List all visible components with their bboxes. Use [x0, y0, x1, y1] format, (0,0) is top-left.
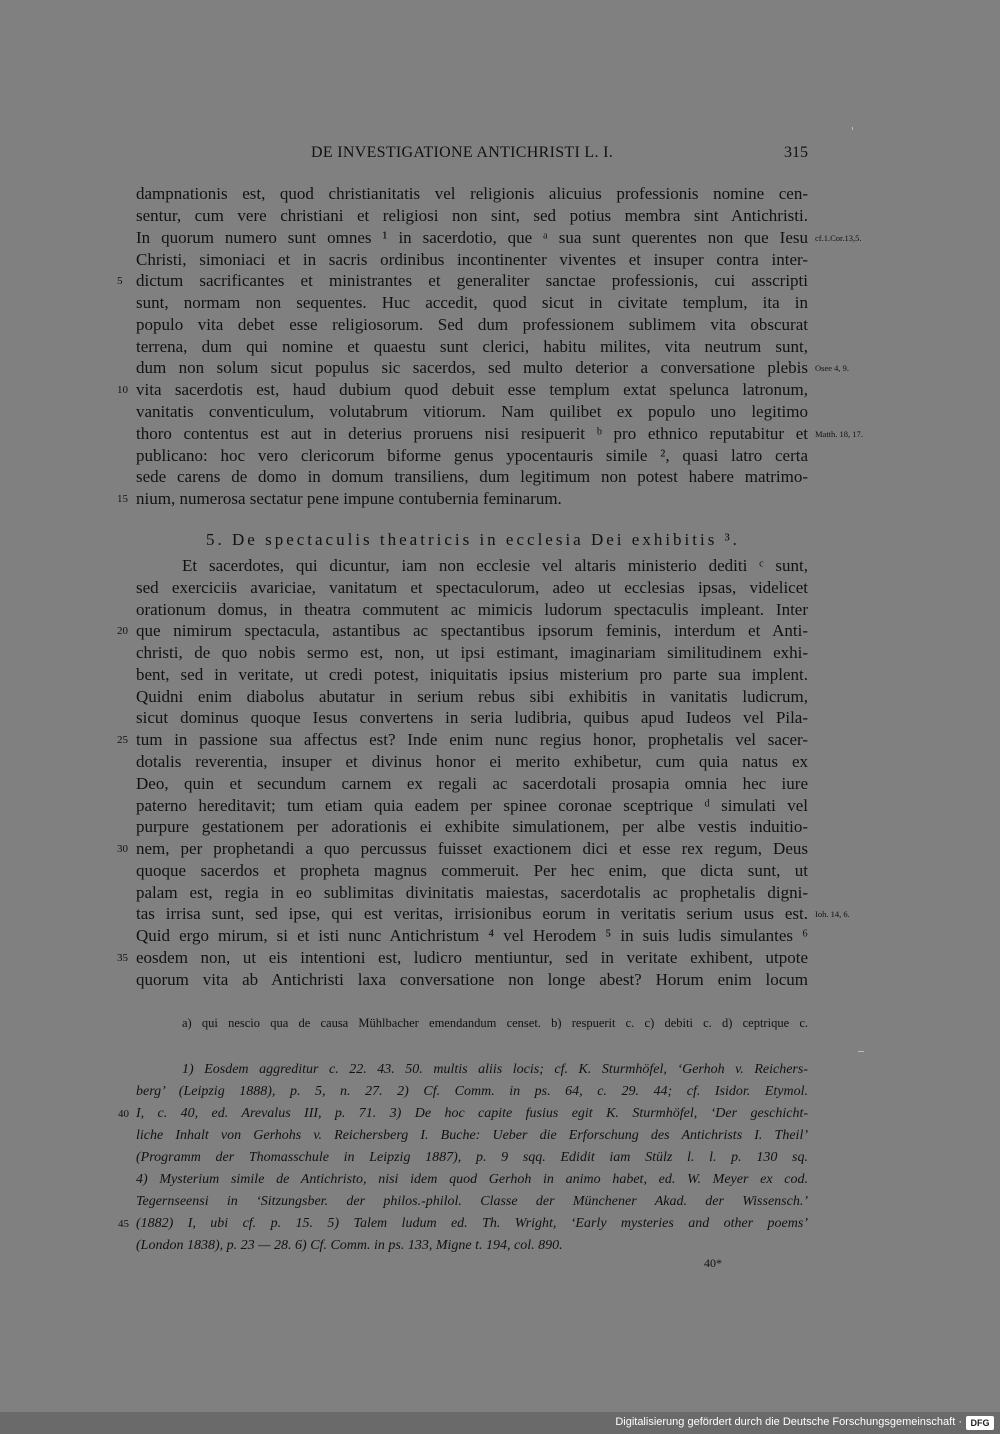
- section-line: quorum vita ab Antichristi laxa conversatione non longe abest? Horum enim locum: [136, 970, 808, 989]
- body-line: sede carens de domo in domum transiliens, dum legitimum non potest habere matrimo-: [136, 467, 808, 486]
- footnote-line: (Programm der Thomasschule in Leipzig 1887), p. 9 sqq. Edidit iam Stülz l. l. p. 130 sq.: [136, 1150, 808, 1165]
- section-line: sicut dominus quoque Iesus convertens in seria ludibria, quibus apud Iudeos vel Pila-: [136, 708, 808, 727]
- section-line: orationum domus, in theatra commutent ac mimicis ludorum spectaculis impleant. Inter: [136, 600, 808, 619]
- footnote-line: 1) Eosdem aggreditur c. 22. 43. 50. multis aliis locis; cf. K. Sturmhöfel, ‘Gerhoh v. Reichers-: [182, 1062, 808, 1077]
- margin-reference: Osee 4, 9.: [815, 363, 849, 373]
- line-number: 10: [117, 384, 128, 396]
- body-line: publicano: hoc vero clericorum biforme genus ypocentauris simile ², quasi latro certa: [136, 446, 808, 465]
- footnote-line: 4) Mysterium simile de Antichristo, nisi idem quod Gerhoh in animo habet, ed. W. Meyer ex cod.: [136, 1172, 808, 1187]
- scan-mark: [852, 127, 853, 130]
- body-line: dampnationis est, quod christianitatis vel religionis alicuius professionis nomine cen-: [136, 184, 808, 203]
- dfg-logo[interactable]: DFG: [966, 1416, 994, 1430]
- line-number: 25: [117, 734, 128, 746]
- footer-credit: Digitalisierung gefördert durch die Deutsche Forschungsgemeinschaft ·: [615, 1416, 962, 1428]
- footnote-line-number: 45: [118, 1218, 129, 1230]
- scan-mark: [858, 1051, 864, 1052]
- body-line: thoro contentus est aut in deterius proruens nisi resipuerit ᵇ pro ethnico reputabitur et: [136, 424, 808, 443]
- footnote-line: (London 1838), p. 23 — 28. 6) Cf. Comm. in ps. 133, Migne t. 194, col. 890.: [136, 1238, 563, 1253]
- footnote-line: berg’ (Leipzig 1888), p. 5, n. 27. 2) Cf. Comm. in ps. 64, c. 29. 44; cf. Isidor. Etymol.: [136, 1084, 808, 1099]
- signature-mark: 40*: [704, 1256, 722, 1270]
- section-line: christi, de quo nobis sermo est, non, ut ipsi estimant, imaginariam similitudinem exhi-: [136, 643, 808, 662]
- section-line: palam est, regia in eo sublimitas divinitatis maiestas, sacerdotalis ac prophetalis digni-: [136, 883, 808, 902]
- section-line: eosdem non, ut eis intentioni est, ludicro mentiuntur, sed in veritate exhibent, utpote: [136, 948, 808, 967]
- section-line: Quidni enim diabolus abutatur in serium rebus sibi exhibitis in vanitatis ludicrum,: [136, 687, 808, 706]
- section-line: tum in passione sua affectus est? Inde enim nunc regius honor, prophetalis vel sacer-: [136, 730, 808, 749]
- line-number: 30: [117, 843, 128, 855]
- footnote-line: liche Inhalt von Gerhohs v. Reichersberg I. Buche: Ueber die Erforschung des Antichrists I. Theil’: [136, 1128, 808, 1143]
- margin-reference: Ioh. 14, 6.: [815, 909, 850, 919]
- section-line: Deo, quin et secundum carnem ex regali ac sacerdotali prosapia omnia hec iure: [136, 774, 808, 793]
- line-number: 5: [117, 275, 123, 287]
- section-line: quoque sacerdos et propheta magnus commeruit. Per hec enim, que dicta sunt, ut: [136, 861, 808, 880]
- section-heading: 5. De spectaculis theatricis in ecclesia Dei exhibitis ³.: [206, 530, 740, 549]
- footnote-line: Tegernseensi in ‘Sitzungsber. der philos.-philol. Classe der Münchener Akad. der Wissensch.’: [136, 1194, 808, 1209]
- body-line: sunt, normam non sequentes. Huc accedit, quod sicut in civitate templum, ita in: [136, 293, 808, 312]
- section-line: purpure gestationem per adorationis ei exhibite simulationem, per albe vestis induitio-: [136, 817, 808, 836]
- footnote-line: (1882) I, ubi cf. p. 15. 5) Talem ludum ed. Th. Wright, ‘Early mysteries and other poems’: [136, 1216, 808, 1231]
- body-line: sentur, cum vere christiani et religiosi non sint, sed potius membra sint Antichristi.: [136, 206, 808, 225]
- section-line: tas irrisa sunt, sed ipse, qui est veritas, irrisionibus eorum in veritatis serium usus est.: [136, 904, 808, 923]
- section-line: paterno hereditavit; tum etiam quia eadem per spinee coronae sceptrique ᵈ simulati vel: [136, 796, 808, 815]
- section-line: sed exerciciis avariciae, vanitatum et spectaculorum, adeo ut ecclesias ipsas, videlicet: [136, 578, 808, 597]
- body-line: Christi, simoniaci et in sacris ordinibus incontinenter viventes et insuper contra inter-: [136, 250, 808, 269]
- line-number: 20: [117, 625, 128, 637]
- line-number: 35: [117, 952, 128, 964]
- footnote-line: I, c. 40, ed. Arevalus III, p. 71. 3) De hoc capite fusius egit K. Sturmhöfel, ‘Der geschicht-: [136, 1106, 808, 1121]
- footer-bar: [0, 1412, 1000, 1434]
- running-header: [136, 144, 808, 168]
- body-line: dictum sacrificantes et ministrantes et generaliter sanctae professionis, cui asscripti: [136, 271, 808, 290]
- body-line: In quorum numero sunt omnes ¹ in sacerdotio, que ᵃ sua sunt querentes non que Iesu: [136, 228, 808, 247]
- critical-apparatus: a) qui nescio qua de causa Mühlbacher emendandum censet. b) respuerit c. c) debiti c. d) ceptrique c.: [182, 1016, 808, 1030]
- body-line: vanitatis conventiculum, volutabrum vitiorum. Nam quilibet ex populo uno legitimo: [136, 402, 808, 421]
- body-line: populo vita debet esse religiosorum. Sed dum professionem sublimem vita obscurat: [136, 315, 808, 334]
- body-line: vita sacerdotis est, haud dubium quod debuit esse templum extat spelunca latronum,: [136, 380, 808, 399]
- footnote-line-number: 40: [118, 1108, 129, 1120]
- header-title: DE INVESTIGATIONE ANTICHRISTI L. I.: [311, 144, 614, 161]
- page-number: 315: [784, 144, 808, 161]
- margin-reference: cf.1.Cor.13,5.: [815, 233, 862, 243]
- body-line: terrena, dum qui nomine et quaestu sunt clerici, habitu milites, vita neutrum sunt,: [136, 337, 808, 356]
- body-line: nium, numerosa sectatur pene impune contubernia feminarum.: [136, 489, 562, 508]
- section-line: que nimirum spectacula, astantibus ac spectantibus ipsorum feminis, interdum et Anti-: [136, 621, 808, 640]
- section-line: dotalis reverentia, insuper et divinus honor ei merito exhibetur, cum quia natus ex: [136, 752, 808, 771]
- section-line: nem, per prophetandi a quo percussus fuisset exactionem dici et esse rex regum, Deus: [136, 839, 808, 858]
- section-line: bent, sed in veritate, ut credi potest, iniquitatis ipsius misterium pro parte sua implent.: [136, 665, 808, 684]
- section-line: Et sacerdotes, qui dicuntur, iam non ecclesie vel altaris ministerio dediti ᶜ sunt,: [182, 556, 808, 575]
- section-line: Quid ergo mirum, si et isti nunc Antichristum ⁴ vel Herodem ⁵ in suis ludis simulantes ⁶: [136, 926, 808, 945]
- margin-reference: Matth. 18, 17.: [815, 429, 863, 439]
- body-line: dum non solum sicut populus sic sacerdos, sed multo deterior a conversatione plebis: [136, 358, 808, 377]
- line-number: 15: [117, 493, 128, 505]
